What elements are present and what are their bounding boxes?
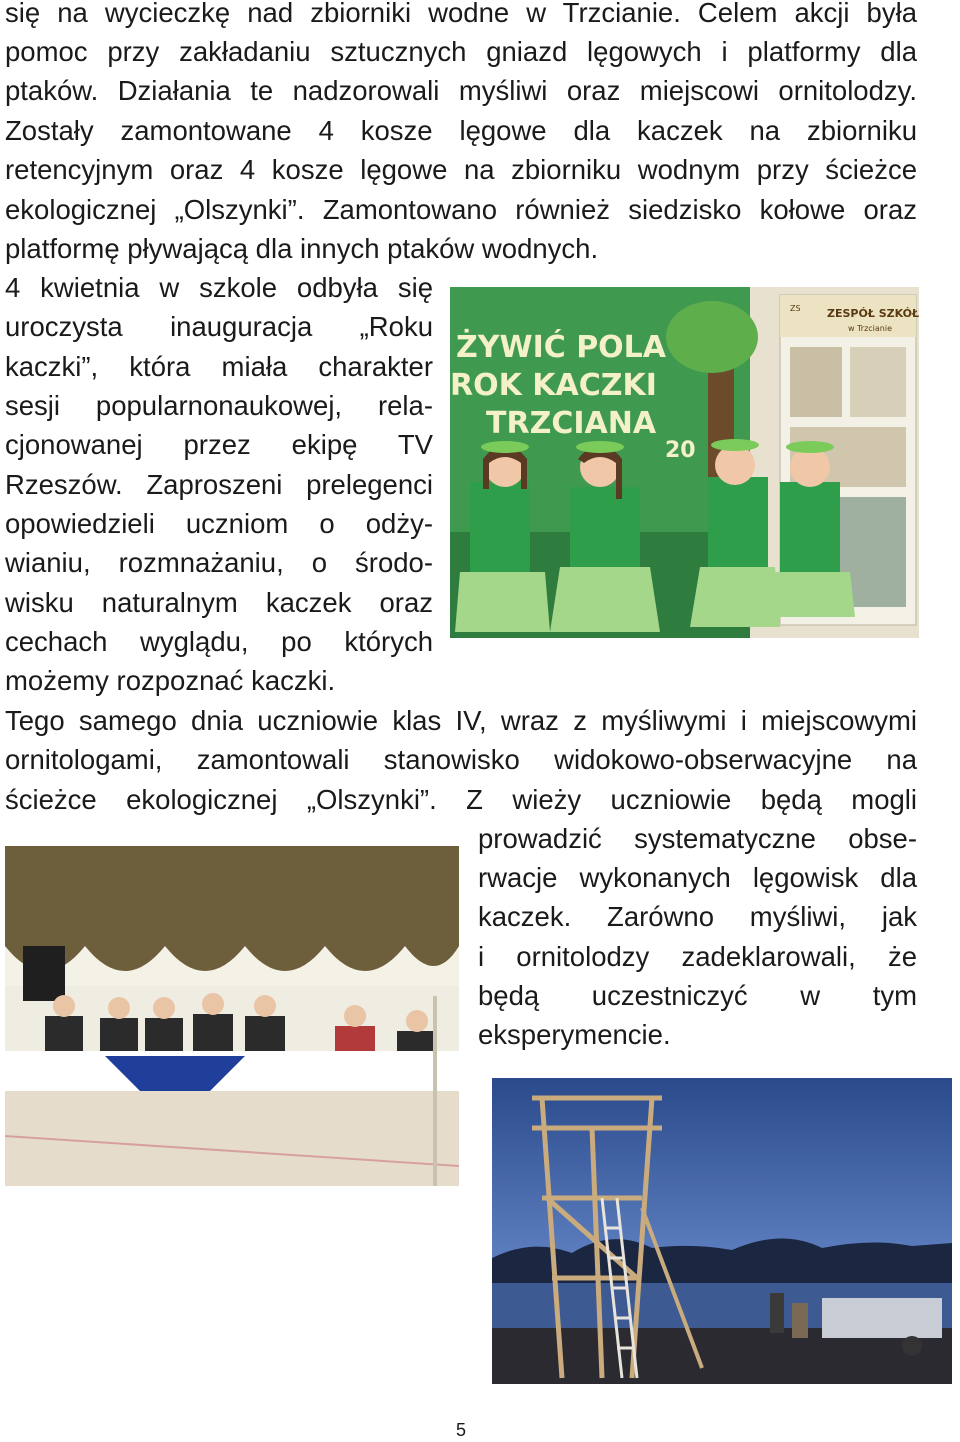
text-line: Zostały zamontowane 4 kosze lęgowe dla kaczek na zbiorniku bbox=[5, 115, 917, 146]
text-line: Tego samego dnia uczniowie klas IV, wraz z myśliwymi i miejscowymi bbox=[5, 705, 917, 736]
text-line: wisku naturalnym kaczek oraz bbox=[5, 587, 433, 618]
text-line: retencyjnym oraz 4 kosze lęgowe na zbiorniku wodnym przy ścieżce bbox=[5, 154, 917, 185]
text-line: prowadzić systematyczne obse- bbox=[478, 823, 917, 854]
text-line: eksperymencie. bbox=[478, 1019, 671, 1050]
banner-text: ROK KACZKI bbox=[450, 368, 657, 403]
text-line: cechach wyglądu, po których bbox=[5, 626, 433, 657]
text-line: Rzeszów. Zaproszeni prelegenci bbox=[5, 469, 433, 500]
poster-text: ZESPÓŁ SZKÓŁ bbox=[827, 307, 919, 320]
photo-panel-discussion bbox=[5, 846, 459, 1186]
text-line: ekologicznej „Olszynki”. Zamontowano również siedzisko kołowe oraz bbox=[5, 194, 917, 225]
text-line: ptaków. Działania te nadzorowali myśliwi oraz miejscowi ornitolodzy. bbox=[5, 75, 917, 106]
banner-text: TRZCIANA bbox=[486, 406, 657, 441]
text-line: kaczki”, która miała charakter bbox=[5, 351, 433, 382]
photo-girls-performance bbox=[450, 287, 919, 638]
text-line: ornitologami, zamontowali stanowisko widokowo-obserwacyjne na bbox=[5, 744, 917, 775]
text-line: uroczysta inauguracja „Roku bbox=[5, 311, 433, 342]
page-number: 5 bbox=[455, 1420, 466, 1440]
text-line: możemy rozpoznać kaczki. bbox=[5, 665, 336, 696]
text-line: się na wycieczkę nad zbiorniki wodne w Trzcianie. Celem akcji była bbox=[5, 0, 917, 28]
text-line: wianiu, rozmnażaniu, o środo- bbox=[5, 547, 433, 578]
text-line: sesji popularnonaukowej, rela- bbox=[5, 390, 433, 421]
banner-text: ŻYWIĆ POLA bbox=[456, 330, 667, 365]
text-line: platformę pływającą dla innych ptaków wodnych. bbox=[5, 233, 599, 264]
banner-text: 20 bbox=[665, 438, 696, 463]
text-line: pomoc przy zakładaniu sztucznych gniazd lęgowych i platformy dla bbox=[5, 36, 917, 67]
text-line: rwacje wykonanych lęgowisk dla bbox=[478, 862, 917, 893]
text-line: i ornitolodzy zadeklarowali, że bbox=[478, 941, 917, 972]
text-line: ścieżce ekologicznej „Olszynki”. Z wieży uczniowie będą mogli bbox=[5, 784, 917, 815]
text-line: będą uczestniczyć w tym bbox=[478, 980, 917, 1011]
text-line: kaczek. Zarówno myśliwi, jak bbox=[478, 901, 917, 932]
text-line: cjonowanej przez ekipę TV bbox=[5, 429, 433, 460]
text-line: opowiedzieli uczniom o odży- bbox=[5, 508, 433, 539]
text-line: 4 kwietnia w szkole odbyła się bbox=[5, 272, 433, 303]
poster-text: w Trzcianie bbox=[848, 324, 893, 333]
photo-observation-tower bbox=[492, 1078, 952, 1384]
poster-text: ZS bbox=[790, 304, 801, 313]
